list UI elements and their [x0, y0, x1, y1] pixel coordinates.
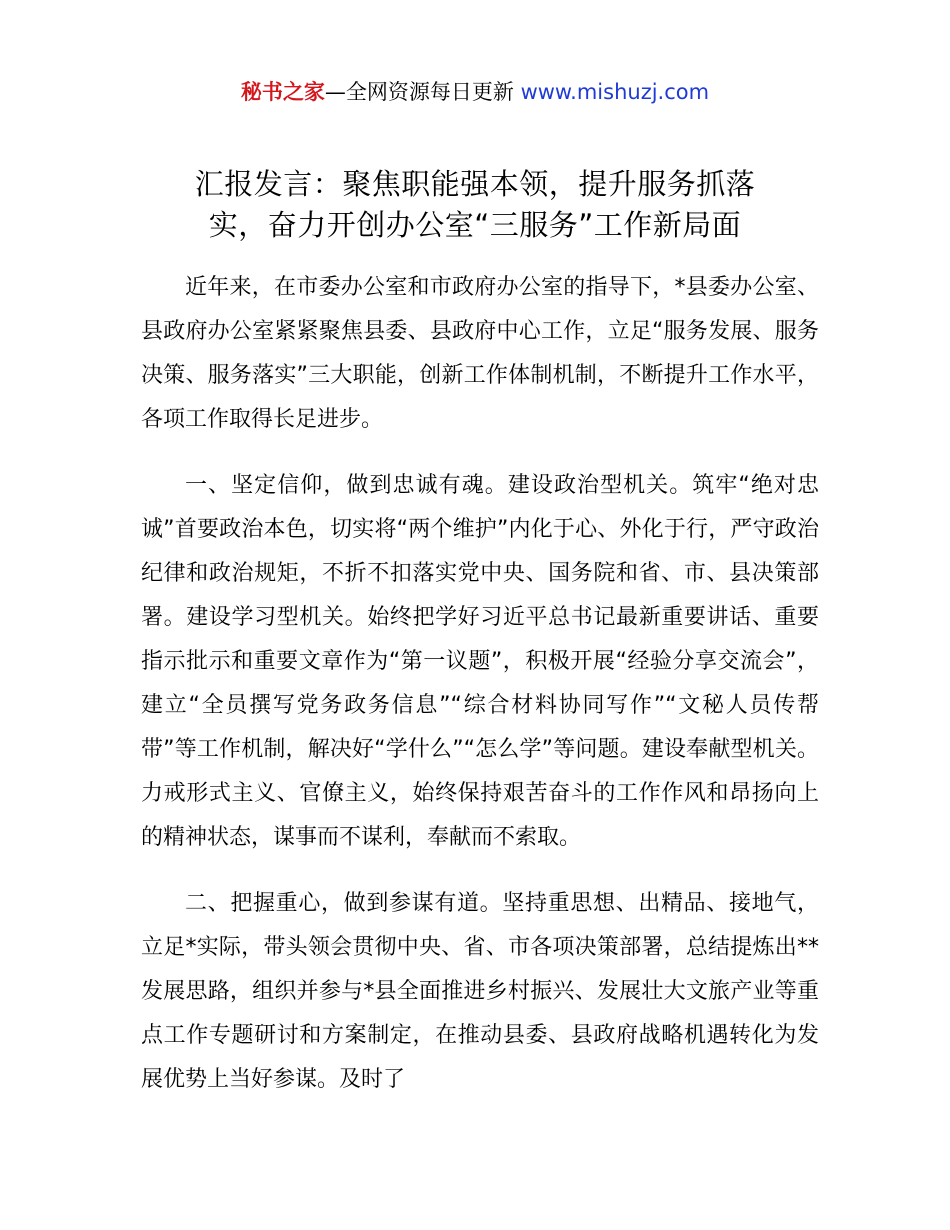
- header-tagline: —全网资源每日更新: [324, 80, 521, 104]
- document-body: [141, 266, 819, 1124]
- document-title: [100, 164, 850, 246]
- website-link[interactable]: www.mishuzj.com: [520, 80, 710, 104]
- title-line-1: 汇报发言：聚焦职能强本领，提升服务抓落: [194, 167, 756, 201]
- site-header: [0, 76, 950, 108]
- section-two-paragraph: 二、把握重心，做到参谋有道。坚持重思想、出精品、接地气，立足*实际，带头领会贯彻中央、省、市各项决策部署，总结提炼出**发展思路，组织并参与*县全面推进乡村振兴、发展壮大文旅产业等重点工作专题研讨和方案制定，在推动县委、县政府战略机遇转化为发展优势上当好参谋。及时了: [141, 891, 819, 1092]
- title-line-2: 实，奋力开创办公室“三服务”工作新局面: [208, 208, 742, 242]
- intro-paragraph: 近年来，在市委办公室和市政府办公室的指导下，*县委办公室、县政府办公室紧紧聚焦县委、县政府中心工作，立足“服务发展、服务决策、服务落实”三大职能，创新工作体制机制，不断提升工作水平，各项工作取得长足进步。: [141, 275, 819, 432]
- brand-name: 秘书之家: [240, 80, 325, 104]
- section-one-paragraph: 一、坚定信仰，做到忠诚有魂。建设政治型机关。筑牢“绝对忠诚”首要政治本色，切实将“两个维护”内化于心、外化于行，严守政治纪律和政治规矩，不折不扣落实党中央、国务院和省、市、县决策部署。建设学习型机关。始终把学好习近平总书记最新重要讲话、重要指示批示和重要文章作为“第一议题”，积极开展“经验分享交流会”，建立“全员撰写党务政务信息”“综合材料协同写作”“文秘人员传帮带”等工作机制，解决好“学什么”“怎么学”等问题。建设奉献型机关。力戒形式主义、官僚主义，始终保持艰苦奋斗的工作作风和昂扬向上的精神状态，谋事而不谋利，奉献而不索取。: [141, 473, 819, 850]
